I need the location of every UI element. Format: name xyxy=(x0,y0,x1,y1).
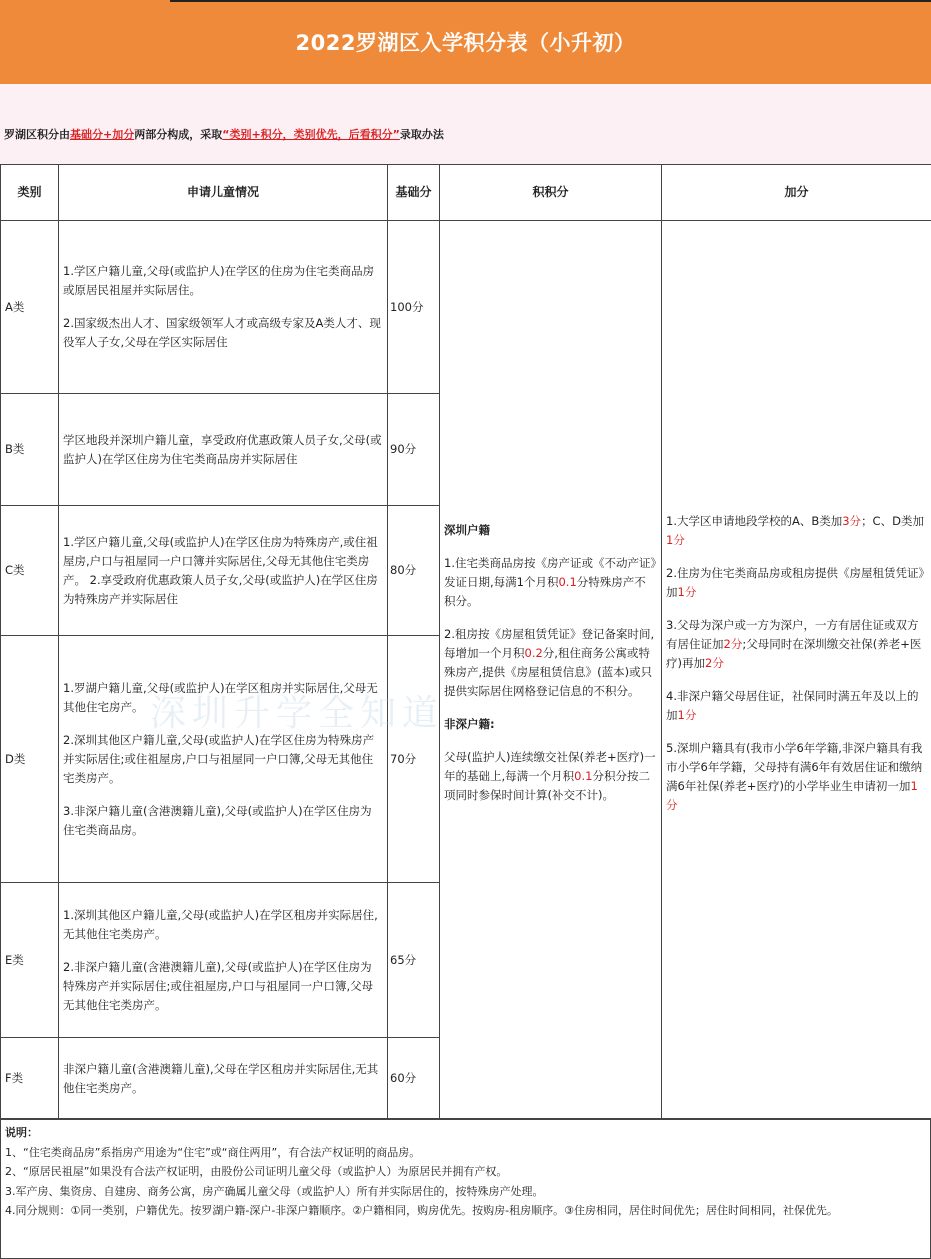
type-cell: B类 xyxy=(1,394,59,506)
base-score-cell: 60分 xyxy=(388,1038,440,1120)
table-row xyxy=(1,221,931,394)
watermark: 深圳升学全知道 xyxy=(150,693,445,734)
page-title: 2022罗湖区入学积分表（小升初） xyxy=(0,0,931,84)
intro-text: 罗湖区积分由基础分+加分两部分构成，采取“类别+积分，类别优先，后看积分”录取办法 xyxy=(4,128,444,141)
base-score-cell: 80分 xyxy=(388,506,440,636)
score-rules-cell: 深圳户籍 1.住宅类商品房按《房产证或《不动产证》发证日期,每满1个月积0.1分特殊房产不积分。 2.租房按《房屋租赁凭证》登记备案时间,每增加一个月积0.2分,租住商务公寓或特殊房产,提供《房屋租赁信息》(蓝本)或只提供实际居住网格登记信息的不积分。 非深户籍: 父母(监护人)连续缴交社保(养老+医疗)一年的基础上,每满一个月积0.1分积分按二项同时参保时间计算(补交不计)。 xyxy=(440,221,662,1120)
base-score-cell: 65分 xyxy=(388,883,440,1038)
base-score-cell: 90分 xyxy=(388,394,440,506)
header-condition: 申请儿童情况 xyxy=(59,165,388,221)
type-cell: E类 xyxy=(1,883,59,1038)
type-cell: A类 xyxy=(1,221,59,394)
extra-item: 4.非深户籍父母居住证，社保同时满五年及以上的加1分 xyxy=(666,688,919,722)
condition-cell: 1.学区户籍儿童,父母(或监护人)在学区住房为特殊房产,或住祖屋房,户口与祖屋同一户口簿并实际居住,父母无其他住宅类房产。 2.享受政府优惠政策人员子女,父母(或监护人)在学区住房为特殊房产并实际居住 xyxy=(59,506,388,636)
header-extra: 加分 xyxy=(662,165,931,221)
extra-points-cell xyxy=(662,221,931,1120)
notes-section xyxy=(0,1118,931,1259)
type-cell: D类 xyxy=(1,636,59,883)
note-line: 3.军产房、集资房、自建房、商务公寓，房产确属儿童父母（或监护人）所有并实际居住的，按特殊房产处理。 xyxy=(5,1184,544,1198)
header-score: 积积分 xyxy=(440,165,662,221)
extra-item: 5.深圳户籍具有(我市小学6年学籍,非深户籍具有我市小学6年学籍，父母持有满6年有效居住证和缴纳满6年社保(养老+医疗)的小学毕业生申请初一加1分 xyxy=(666,740,923,812)
condition-cell: 1.深圳其他区户籍儿童,父母(或监护人)在学区租房并实际居住,无其他住宅类房产。 2.非深户籍儿童(含港澳籍儿童),父母(或监护人)在学区住房为特殊房产并实际居住;或住祖屋房,户口与祖屋同一户口簿,父母无其他住宅类房产。 xyxy=(59,883,388,1038)
intro-band xyxy=(0,84,931,165)
notes-title: 说明： xyxy=(5,1126,38,1139)
extra-item: 2.住房为住宅类商品房或租房提供《房屋租赁凭证》加1分 xyxy=(666,565,925,599)
note-line: 1、“住宅类商品房”系指房产用途为“住宅”或“商住两用”，有合法产权证明的商品房。 xyxy=(5,1145,421,1159)
condition-cell: 1.罗湖户籍儿童,父母(或监护人)在学区租房并实际居住,父母无其他住宅房产。 2.深圳其他区户籍儿童,父母(或监护人)在学区住房为特殊房产并实际居住;或住祖屋房,户口与祖屋同一户口簿,父母无其他住宅类房产。 3.非深户籍儿童(含港澳籍儿童),父母(或监护人)在学区住房为住宅类商品房。 xyxy=(59,636,388,883)
header-base: 基础分 xyxy=(388,165,440,221)
table-header-row xyxy=(1,165,931,221)
condition-cell: 学区地段并深圳户籍儿童，享受政府优惠政策人员子女,父母(或监护人)在学区住房为住宅类商品房并实际居住 xyxy=(59,394,388,506)
header-type: 类别 xyxy=(1,165,59,221)
note-line: 4.同分规则：①同一类别，户籍优先。按罗湖户籍-深户-非深户籍顺序。②户籍相同，购房优先。按购房-租房顺序。③住房相同，居住时间优先；居住时间相同，社保优先。 xyxy=(5,1204,838,1217)
base-score-cell: 100分 xyxy=(388,221,440,394)
extra-item: 3.父母为深户或一方为深户，一方有居住证或双方有居住证加2分;父母同时在深圳缴交社保(养老+医疗)再加2分 xyxy=(666,617,922,670)
extra-item: 1.大学区申请地段学校的A、B类加3分；C、D类加1分 xyxy=(666,513,924,547)
note-line: 2、“原居民祖屋”如果没有合法产权证明，由股份公司证明儿童父母（或监护人）为原居民并拥有产权。 xyxy=(5,1165,508,1178)
score-table xyxy=(0,164,931,1120)
base-score-cell: 70分 xyxy=(388,636,440,883)
type-cell: F类 xyxy=(1,1038,59,1120)
condition-cell: 1.学区户籍儿童,父母(或监护人)在学区的住房为住宅类商品房或原居民祖屋并实际居住。 2.国家级杰出人才、国家级领军人才或高级专家及A类人才、现役军人子女,父母在学区实际居住 xyxy=(59,221,388,394)
type-cell: C类 xyxy=(1,506,59,636)
condition-cell: 非深户籍儿童(含港澳籍儿童),父母在学区租房并实际居住,无其他住宅类房产。 xyxy=(59,1038,388,1120)
